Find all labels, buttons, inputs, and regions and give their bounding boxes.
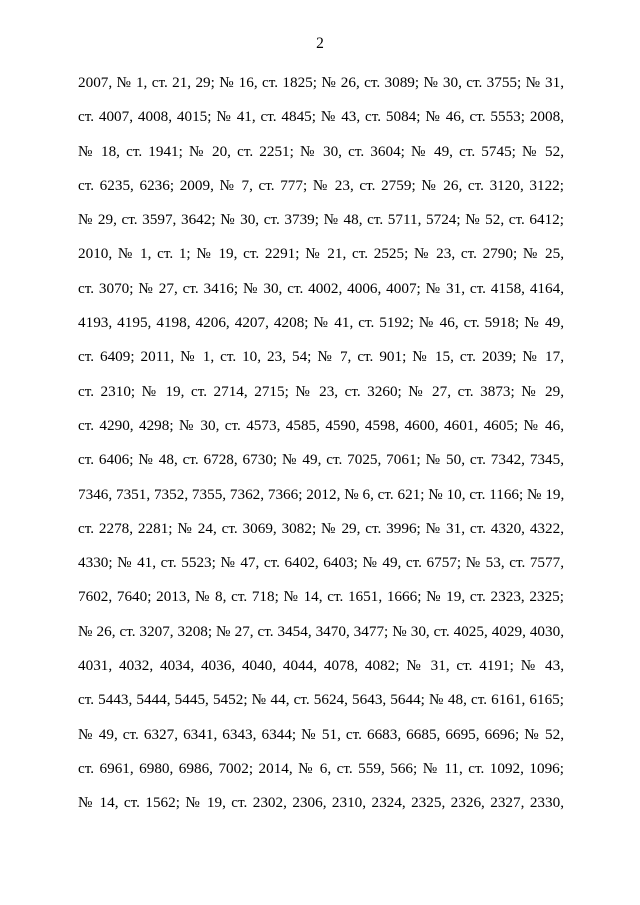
text-line: 2010, № 1, ст. 1; № 19, ст. 2291; № 21, ст. 2525; № 23, ст. 2790; № 25,: [78, 245, 564, 263]
text-line: 4031, 4032, 4034, 4036, 4040, 4044, 4078, 4082; № 31, ст. 4191; № 43,: [78, 657, 564, 675]
text-line: № 29, ст. 3597, 3642; № 30, ст. 3739; № 48, ст. 5711, 5724; № 52, ст. 6412;: [78, 211, 564, 229]
text-line: ст. 2310; № 19, ст. 2714, 2715; № 23, ст. 3260; № 27, ст. 3873; № 29,: [78, 382, 564, 400]
page-number: 2: [316, 35, 324, 52]
text-line: ст. 2278, 2281; № 24, ст. 3069, 3082; № 29, ст. 3996; № 31, ст. 4320, 4322,: [78, 519, 564, 537]
text-line: 4193, 4195, 4198, 4206, 4207, 4208; № 41, ст. 5192; № 46, ст. 5918; № 49,: [78, 314, 564, 332]
text-line: 2007, № 1, ст. 21, 29; № 16, ст. 1825; № 26, ст. 3089; № 30, ст. 3755; № 31,: [78, 74, 564, 91]
text-line: 7346, 7351, 7352, 7355, 7362, 7366; 2012, № 6, ст. 621; № 10, ст. 1166; № 19,: [78, 485, 564, 503]
text-line: ст. 6235, 6236; 2009, № 7, ст. 777; № 23, ст. 2759; № 26, ст. 3120, 3122;: [78, 176, 564, 194]
text-line: № 49, ст. 6327, 6341, 6343, 6344; № 51, ст. 6683, 6685, 6695, 6696; № 52,: [78, 725, 564, 743]
text-line: ст. 6406; № 48, ст. 6728, 6730; № 49, ст. 7025, 7061; № 50, ст. 7342, 7345,: [78, 451, 564, 469]
text-line: № 26, ст. 3207, 3208; № 27, ст. 3454, 3470, 3477; № 30, ст. 4025, 4029, 4030,: [78, 622, 564, 640]
text-line: № 18, ст. 1941; № 20, ст. 2251; № 30, ст. 3604; № 49, ст. 5745; № 52,: [78, 142, 564, 160]
text-line: 4330; № 41, ст. 5523; № 47, ст. 6402, 6403; № 49, ст. 6757; № 53, ст. 7577,: [78, 554, 564, 572]
text-line: № 14, ст. 1562; № 19, ст. 2302, 2306, 2310, 2324, 2325, 2326, 2327, 2330,: [78, 794, 564, 812]
text-line: ст. 3070; № 27, ст. 3416; № 30, ст. 4002, 4006, 4007; № 31, ст. 4158, 4164,: [78, 279, 564, 297]
text-line: ст. 5443, 5444, 5445, 5452; № 44, ст. 5624, 5643, 5644; № 48, ст. 6161, 6165;: [78, 691, 564, 709]
text-line: ст. 4290, 4298; № 30, ст. 4573, 4585, 4590, 4598, 4600, 4601, 4605; № 46,: [78, 416, 564, 434]
text-line: 7602, 7640; 2013, № 8, ст. 718; № 14, ст. 1651, 1666; № 19, ст. 2323, 2325;: [78, 588, 564, 606]
text-line: ст. 4007, 4008, 4015; № 41, ст. 4845; № 43, ст. 5084; № 46, ст. 5553; 2008,: [78, 108, 564, 126]
text-line: ст. 6961, 6980, 6986, 7002; 2014, № 6, ст. 559, 566; № 11, ст. 1092, 1096;: [78, 759, 564, 777]
body-text: [78, 72, 564, 827]
text-line: ст. 6409; 2011, № 1, ст. 10, 23, 54; № 7, ст. 901; № 15, ст. 2039; № 17,: [78, 348, 564, 366]
